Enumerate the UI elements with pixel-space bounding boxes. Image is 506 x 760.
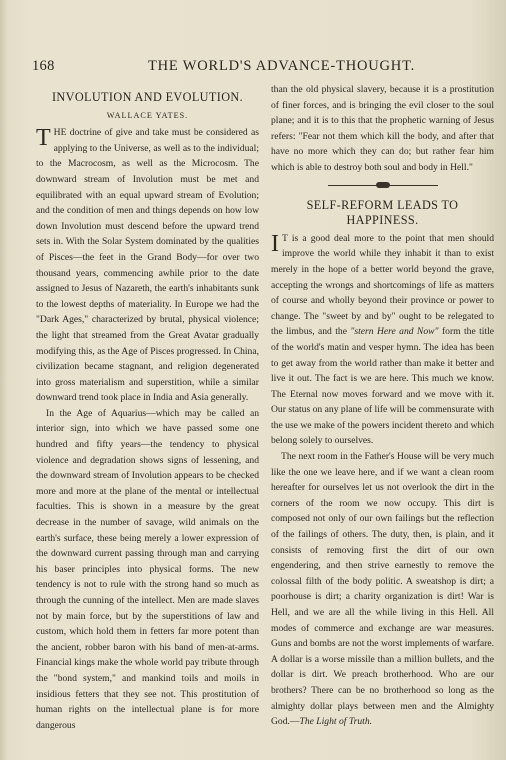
article1-paragraph-1 [36, 125, 259, 406]
source-citation: The Light of Truth. [299, 716, 373, 728]
right-column [271, 82, 494, 730]
article2-paragraph-2-text: The next room in the Father's House will be very much like the one we leave here, and if we want a clean room hereafter for ourselves let us not overlook the dirt in the corners of the room we now occupy. This dirt is composed not only of our own failings but the reflection of the failings of others. The duty, then, is plain, and it consists of removing first the dirt of our own engendering, and then strive earnestly to remove the colossal filth of the body politic. A sweatshop is dirt; a poorhouse is dirt; a charity organization is dirt! War is Hell, and we are all the while living in this Hell. All modes of commerce and exchange are war measures. Guns and bombs are not the worst implements of warfare. A dollar is a worse missile than a million bullets, and the dollar is dirt. We preach brotherhood. Who are our brothers? There can be no brotherhood so long as the almighty dollar plays between men and the Almighty God.— [271, 451, 494, 728]
page-number: 168 [32, 58, 55, 74]
running-head [28, 58, 484, 78]
article-byline: WALLACE YATES. [106, 110, 189, 120]
section-divider [328, 180, 438, 190]
article2-paragraph-1 [271, 231, 494, 449]
article2-paragraph-1-text: T is a good deal more to the point that men should improve the world while they inhabit it than to exist merely in the hope of a better world beyond the grave, accepting the wrongs and shortcomings of life as matters of course and wholly beyond their province or power to change. The "sweet by and by" ought to be relegated to the limbus, and the [271, 232, 494, 338]
article1-paragraph-1-text: HE doctrine of give and take must be considered as applying to the Universe, as well as to the individual; to the Macrocosm, as well as the Microcosm. The downward stream of Involution must be met and equilibrated with an equal upward stream of Evolution; and the condition of men and things depends on how low down Involution must descend before the upward trend sets in. With the Solar System dominated by the qualities of Pisces—the feet in the Grand Body—for over two thousand years, commencing awhile prior to the date assigned to Jesus of Nazareth, the earth's inhabitants sunk to the lowest depths of materiality. In Europe we had the "Dark Ages," characterized by brutal, physical violence; the light that streamed from the Great Avatar gradually modifying this, as the Age of Pisces progressed. In China, civilization became stagnant, and religion degenerated into gross materialism and superstition, while a similar downward trend took place in India and Asia generally. [36, 127, 259, 404]
italic-phrase: "stern Here and Now" [350, 326, 439, 338]
running-title: THE WORLD'S ADVANCE-THOUGHT. [148, 58, 416, 74]
article2-paragraph-2 [271, 449, 494, 730]
article2-paragraph-1-end: form the title of the world's matin and vesper hymn. The idea has been to get away from the world rather than make it better and live it out. The fact is we are here. This much we know. The Eternal now moves forward and we move with it. Our status on any plane of life will be commensurate with the use we make of the powers incident thereto and which belong solely to ourselves. [271, 326, 495, 447]
left-column [36, 84, 259, 733]
dropcap-i: I [271, 230, 279, 257]
article-title-self-reform: SELF-REFORM LEADS TO HAPPINESS. [306, 197, 459, 228]
article1-paragraph-3: than the old physical slavery, because it is a prostitution of finer forces, and is bringing the evil closer to the soul plane; and it is to this that the prophetic warning of Jesus refers: "Fear not them which kill the body, and after that have no more which they can do; but rather fear him which is able to destroy both soul and body in Hell." [271, 84, 494, 173]
article-title-involution: INVOLUTION AND EVOLUTION. [51, 90, 244, 104]
dropcap-t: T [36, 125, 51, 152]
article1-paragraph-2: In the Age of Aquarius—which may be called an interior sign, into which we have passed some one hundred and fifty years—the tendency to physical violence and degradation shows signs of lessening, and the downward stream of Involution appears to be checked more and more at the plane of the mental or intellectual faculties. This is shown in a measure by the great decrease in the number of savage, wild animals on the earth's surface, these being merely a lower expression of the downward current passing through man and carrying his baser principles into physical forms. The new tendency is not to rule with the strong hand so much as through the cunning of the intellect. Men are made slaves not by main force, but by the superstitions of law and custom, which hold them in fetters far more potent than the ancient, robber baron with his band of men-at-arms. Financial kings make the whole world pay tribute through the "bond system," and mankind toils and moils in insidious fetters that they see not. This prostitution of human rights on the intellectual plane is for more dangerous [36, 407, 259, 731]
